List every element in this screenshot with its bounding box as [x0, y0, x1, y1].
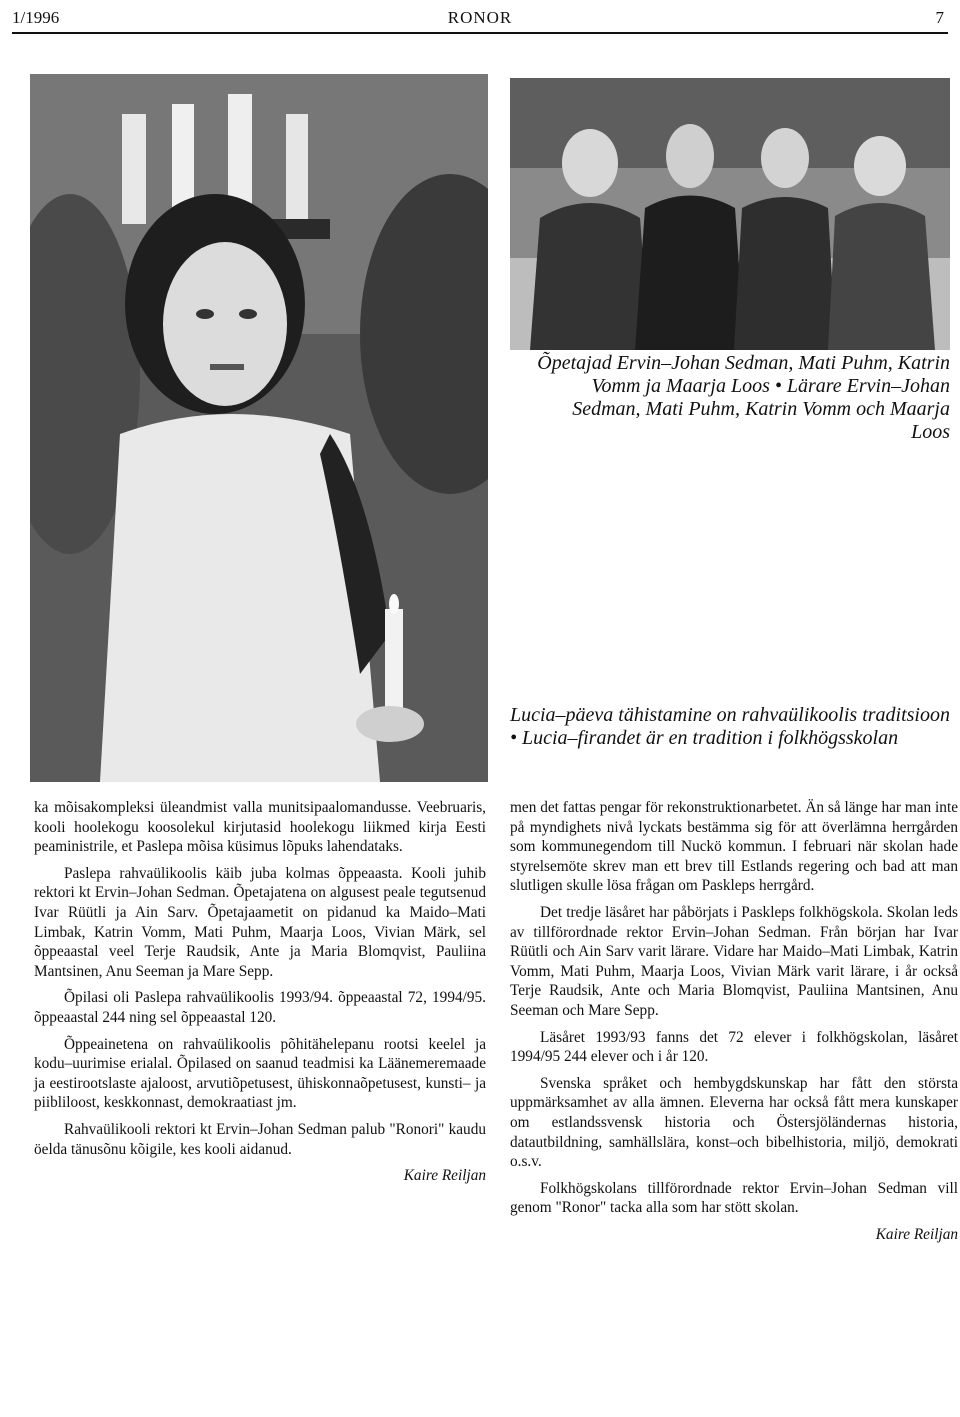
paragraph: Folkhögskolans tillförordnade rektor Ervin–Johan Sedman vill genom "Ronor" tacka alla som har stött skolan. — [510, 1179, 958, 1217]
paragraph: Rahvaülikooli rektori kt Ervin–Johan Sedman palub "Ronori" kaudu öelda tänusõnu kõigile, kes kooli aidanud. — [34, 1120, 486, 1158]
author-signature: Kaire Reiljan — [875, 1225, 958, 1243]
swedish-article-column — [510, 798, 958, 1244]
author-signature: Kaire Reiljan — [403, 1167, 486, 1185]
lucia-photo-image — [30, 74, 488, 782]
paragraph: Det tredje läsåret har påbörjats i Paskleps folkhögskola. Skolan leds av tillförordnade rektor Ervin–Johan Sedman. Från början har Ivar Rüütli och Ain Sarv varit lärare. Vidare har Maido–Mati Limbak, Katrin Vomm, Mati Puhm, Maarja Loos, Vivian Märk varit lärare, i år också Terje Raudsik, Ante och Maria Blomqvist, Pauliina Mantsinen, Anu Seeman och Mare Sepp. — [510, 903, 958, 1019]
paragraph: men det fattas pengar för rekonstruktionarbetet. Än så länge har man inte på myndighets nivå lyckats bestämma sig för att överlämna herrgården som kommunegendom till Nuckö kommun. I februari när skolan hade styrelsemöte skrev man ett brev till Estlands regering och bad att man slutligen skulle lösa frågan om Paskleps herrgård. — [510, 799, 958, 895]
paragraph: Paslepa rahvaülikoolis käib juba kolmas õppeaasta. Kooli juhib rektori kt Ervin–Johan Sedman. Õpetajatena on algusest peale tegutsenud Ivar Rüütli ja Ain Sarv. Õpetajaametit on pidanud ka Maido–Mati Limbak, Katrin Vomm, Mati Puhm, Maarja Loos, Vivian Märk, sel õppeaastal veel Terje Raudsik, Ante ja Maria Blomqvist, Pauliina Mantsinen, Anu Seeman ja Mare Sepp. — [34, 864, 486, 980]
issue-number: 1/1996 — [12, 8, 60, 27]
estonian-article-column — [34, 798, 486, 1186]
publication-title: RONOR — [447, 8, 513, 27]
lucia-photo — [30, 74, 488, 782]
paragraph: Läsåret 1993/93 fanns det 72 elever i folkhögskolan, läsåret 1994/95 244 elever och i år 120. — [510, 1028, 958, 1066]
paragraph: Svenska språket och hembygdskunskap har fått den största uppmärksamhet av alla ämnen. Eleverna har också fått mera kunskaper om estlandssvensk historia och Östersjöländernas historia, datautbildning, samhällslära, konst–och bibelhistoria, miljö, demokrati o.s.v. — [510, 1074, 958, 1171]
teachers-photo-image — [510, 78, 950, 350]
page-header — [12, 6, 948, 32]
teachers-photo — [510, 78, 950, 350]
header-rule — [12, 32, 948, 34]
paragraph: ka mõisakompleksi üleandmist valla munitsipaalomandusse. Veebruaris, kooli hoolekogu koosolekul kirjutasid hoolekogu liikmed kirja Eesti peaministrile, et Paslepa mõisa küsimus lõpuks lahendataks. — [34, 799, 486, 856]
teachers-photo-caption: Õpetajad Ervin–Johan Sedman, Mati Puhm, Katrin Vomm ja Maarja Loos • Lärare Ervin–Johan Sedman, Mati Puhm, Katrin Vomm och Maarja Loos — [537, 352, 950, 443]
page-number: 7 — [935, 8, 944, 27]
paragraph: Õpilasi oli Paslepa rahvaülikoolis 1993/94. õppeaastal 72, 1994/95. õppeaastal 244 ning sel õppeaastal 120. — [34, 989, 486, 1026]
lucia-photo-caption: Lucia–päeva tähistamine on rahvaülikoolis traditsioon • Lucia–firandet är en tradition i folkhögsskolan — [510, 704, 950, 749]
paragraph: Õppeainetena on rahvaülikoolis põhitähelepanu rootsi keelel ja kodu–uurimise erialal. Õpilased on saanud teadmisi ka Läänemeremaade ja eestirootslaste ajaloost, arvutiõpetusest, ühiskonnaõpetusest, kunsti– ja piibliloost, keskkonnast, demokraatiast jm. — [34, 1035, 486, 1112]
